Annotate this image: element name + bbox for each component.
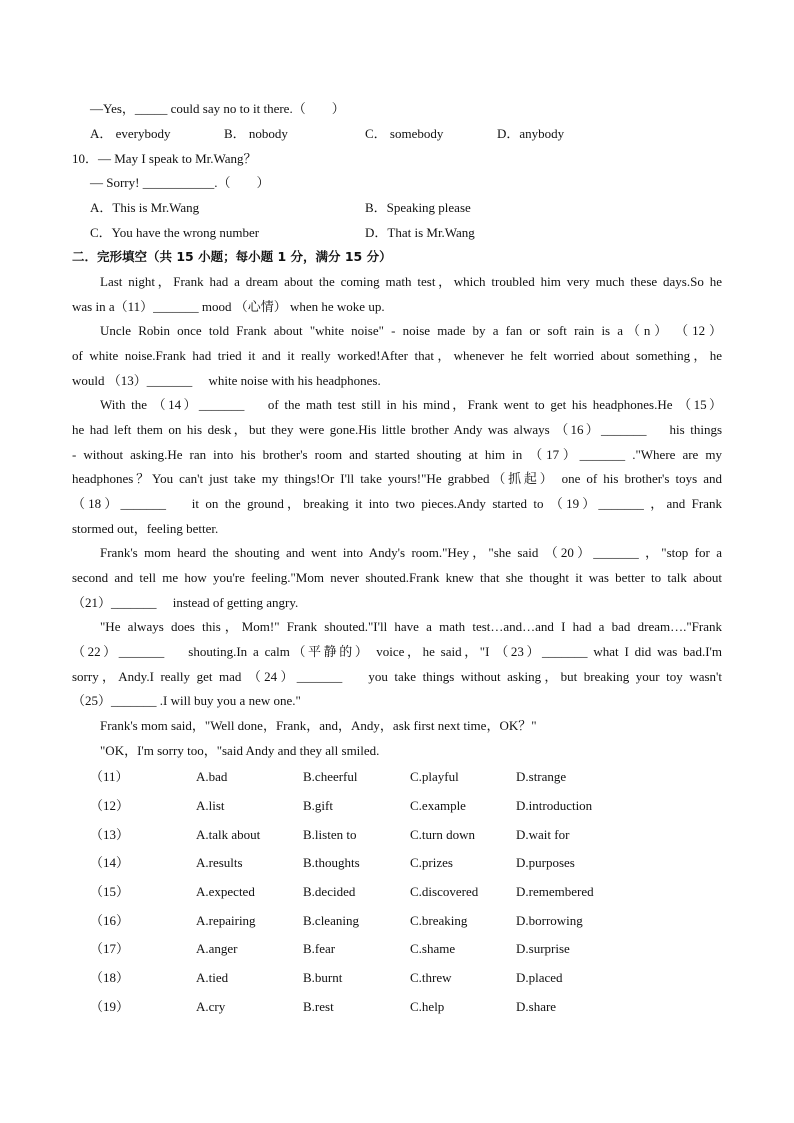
passage-line: he had left them on his desk，but they were gone.His little brother Andy was always （16）_______ his things bbox=[72, 422, 722, 437]
passage-line: Last night，Frank had a dream about the coming math test，which troubled him very much these days.So he bbox=[100, 274, 722, 289]
choice-c: C.threw bbox=[410, 970, 452, 985]
choice-b: B.cheerful bbox=[303, 769, 358, 784]
choice-b: B.listen to bbox=[303, 827, 357, 842]
choice-a: A.cry bbox=[196, 999, 226, 1014]
choice-number: （19） bbox=[90, 999, 130, 1014]
choice-row bbox=[0, 998, 794, 1016]
passage-line: second and tell me how you're feeling."Mom never shouted.Frank knew that she thought it was better to talk about bbox=[72, 570, 722, 585]
choice-number: （15） bbox=[90, 884, 130, 899]
q10-option-d: D．That is Mr.Wang bbox=[365, 225, 475, 240]
q10-option-c: C．You have the wrong number bbox=[90, 225, 260, 240]
q9-option-c: C． somebody bbox=[365, 126, 444, 141]
passage-line: stormed out，feeling better. bbox=[72, 521, 219, 536]
choice-row bbox=[0, 940, 794, 958]
passage-line: would （13）_______ white noise with his headphones. bbox=[72, 373, 381, 388]
choice-c: C.help bbox=[410, 999, 445, 1014]
passage-line: （18）_______ it on the ground，breaking it into two pieces.Andy started to （19）_______ ，and Frank bbox=[72, 496, 722, 511]
choice-d: D.borrowing bbox=[516, 913, 583, 928]
choice-row bbox=[0, 797, 794, 815]
choice-b: B.cleaning bbox=[303, 913, 359, 928]
choice-a: A.talk about bbox=[196, 827, 261, 842]
q10-option-b: B．Speaking please bbox=[365, 200, 471, 215]
passage-line: - without asking.He ran into his brother's room and started shouting at him in （17）_______ ."Where are my bbox=[72, 447, 722, 462]
passage-line: was in a（11）_______ mood （心情） when he woke up. bbox=[72, 299, 385, 314]
choice-a: A.expected bbox=[196, 884, 255, 899]
choice-row bbox=[0, 883, 794, 901]
choice-c: C.breaking bbox=[410, 913, 468, 928]
choice-number: （11） bbox=[90, 769, 129, 784]
choice-number: （16） bbox=[90, 913, 130, 928]
choice-a: A.anger bbox=[196, 941, 238, 956]
choice-c: C.prizes bbox=[410, 855, 453, 870]
passage-line: Frank's mom heard the shouting and went into Andy's room."Hey，"she said （20）_______ ，"stop for a bbox=[100, 545, 722, 560]
choice-d: D.wait for bbox=[516, 827, 570, 842]
choice-row bbox=[0, 826, 794, 844]
passage-line: （22）_______ shouting.In a calm（平静的） voice，he said，"I （23）_______ what I did was bad.I'm bbox=[72, 644, 722, 659]
choice-b: B.burnt bbox=[303, 970, 343, 985]
choice-a: A.results bbox=[196, 855, 243, 870]
choice-number: （13） bbox=[90, 827, 130, 842]
choice-b: B.rest bbox=[303, 999, 334, 1014]
choice-number: （14） bbox=[90, 855, 130, 870]
passage-line: of white noise.Frank had tried it and it really worked!After that，whenever he felt worried about something，he bbox=[72, 348, 722, 363]
q9-stem: —Yes，_____ could say no to it there.（ ） bbox=[90, 101, 345, 116]
choice-b: B.gift bbox=[303, 798, 333, 813]
choice-number: （17） bbox=[90, 941, 130, 956]
choice-row bbox=[0, 912, 794, 930]
q9-option-d: D．anybody bbox=[497, 126, 565, 141]
choice-row bbox=[0, 854, 794, 872]
choice-d: D.strange bbox=[516, 769, 567, 784]
choice-d: D.remembered bbox=[516, 884, 594, 899]
choice-d: D.purposes bbox=[516, 855, 575, 870]
passage-line: "He always does this，Mom!" Frank shouted."I'll have a math test…and…and I had a bad dream…."Frank bbox=[100, 619, 722, 634]
passage-line: headphones？You can't just take my things!Or I'll take yours!"He grabbed（抓起） one of his brother's toys and bbox=[72, 471, 722, 486]
choice-row bbox=[0, 768, 794, 786]
choice-number: （12） bbox=[90, 798, 130, 813]
passage-line: With the （14）_______ of the math test still in his mind，Frank went to get his headphones.He （15） bbox=[100, 397, 722, 412]
section-heading: 二．完形填空（共 15 小题；每小题 1 分，满分 15 分） bbox=[72, 249, 392, 264]
passage-line: "OK，I'm sorry too，"said Andy and they all smiled. bbox=[100, 743, 380, 758]
q9-option-b: B． nobody bbox=[224, 126, 288, 141]
passage-line: Uncle Robin once told Frank about "white noise" - noise made by a fan or soft rain is a（n） （12） bbox=[100, 323, 722, 338]
choice-c: C.discovered bbox=[410, 884, 479, 899]
passage-line: （25）_______ .I will buy you a new one." bbox=[72, 693, 301, 708]
q10-answer-line: — Sorry! ___________.（ ） bbox=[90, 175, 270, 190]
choice-d: D.surprise bbox=[516, 941, 570, 956]
choice-c: C.shame bbox=[410, 941, 456, 956]
choice-c: C.playful bbox=[410, 769, 459, 784]
choice-d: D.placed bbox=[516, 970, 563, 985]
q10-option-a: A．This is Mr.Wang bbox=[90, 200, 200, 215]
choice-c: C.turn down bbox=[410, 827, 475, 842]
choice-a: A.bad bbox=[196, 769, 228, 784]
passage-line: （21）_______ instead of getting angry. bbox=[72, 595, 299, 610]
choice-b: B.thoughts bbox=[303, 855, 360, 870]
choice-d: D.introduction bbox=[516, 798, 593, 813]
q10-stem: 10．— May I speak to Mr.Wang？ bbox=[72, 151, 257, 166]
choice-c: C.example bbox=[410, 798, 466, 813]
choice-a: A.tied bbox=[196, 970, 229, 985]
q9-option-a: A． everybody bbox=[90, 126, 171, 141]
passage-line: sorry，Andy.I really get mad （24）_______ you take things without asking，but breaking your toy wasn't bbox=[72, 669, 722, 684]
choice-a: A.list bbox=[196, 798, 225, 813]
choice-a: A.repairing bbox=[196, 913, 256, 928]
choice-row bbox=[0, 969, 794, 987]
passage-line: Frank's mom said，"Well done，Frank，and，Andy，ask first next time，OK？" bbox=[100, 718, 537, 733]
choice-b: B.fear bbox=[303, 941, 336, 956]
choice-d: D.share bbox=[516, 999, 557, 1014]
choice-b: B.decided bbox=[303, 884, 356, 899]
choice-number: （18） bbox=[90, 970, 130, 985]
